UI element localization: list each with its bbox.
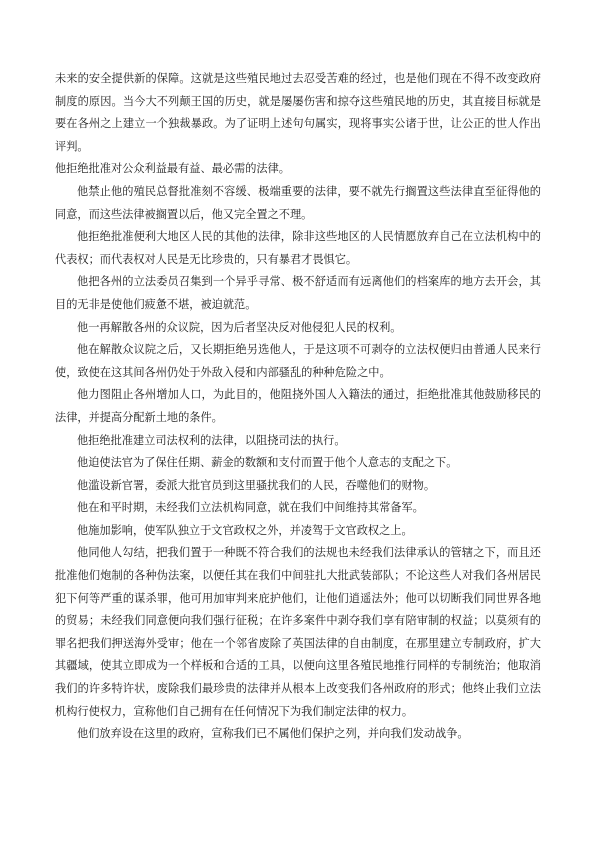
- paragraph: 他同他人勾结，把我们置于一种既不符合我们的法规也未经我们法律承认的管辖之下，而且还批准他们炮制的各种伪法案，以便任其在我们中间驻扎大批武装部队；不论这些人对我们各州居民犯下何等严重的谋杀罪，他可用加审判来庇护他们，让他们逍遥法外；他可以切断我们同世界各地的贸易；未经我们同意便向我们强行征税；在许多案件中剥夺我们享有陪审制的权益；以莫须有的罪名把我们押送海外受审；他在一个邻省废除了英国法律的自由制度，在那里建立专制政府，扩大其疆域，使其立即成为一个样板和合适的工具，以便向这里各殖民地推行同样的专制统治；他取消我们的许多特许状，废除我们最珍贵的法律并从根本上改变我们各州政府的形式；他终止我们立法机构行使权力，宣称他们自己拥有在任何情况下为我们制定法律的权力。: [55, 546, 541, 718]
- paragraph: 他在和平时期，未经我们立法机构同意，就在我们中间维持其常备军。: [77, 501, 424, 515]
- paragraph: 他一再解散各州的众议院，因为后者坚决反对他侵犯人民的权利。: [77, 320, 402, 334]
- paragraph: 他迫使法官为了保住任期、薪金的数额和支付而置于他个人意志的支配之下。: [77, 456, 458, 470]
- paragraph: 他把各州的立法委员召集到一个异乎寻常、极不舒适而有远离他们的档案库的地方去开会，其目的无非是使他们疲惫不堪，被迫就范。: [55, 275, 541, 311]
- paragraph: 他力图阻止各州增加人口，为此目的，他阻挠外国人入籍法的通过，拒绝批准其他鼓励移民的法律，并提高分配新土地的条件。: [55, 388, 541, 424]
- document-body: [55, 68, 541, 746]
- paragraph: 他在解散众议院之后，又长期拒绝另选他人，于是这项不可剥夺的立法权便归由普通人民来行使，致使在这其间各州仍处于外敌入侵和内部骚乱的种种危险之中。: [55, 343, 541, 379]
- paragraph: 他拒绝批准建立司法权利的法律，以阻挠司法的执行。: [77, 433, 346, 447]
- paragraph: 他禁止他的殖民总督批准刻不容缓、极端重要的法律，要不就先行搁置这些法律直至征得他的同意，而这些法律被搁置以后，他又完全置之不理。: [55, 184, 541, 221]
- paragraph: 他滥设新官署，委派大批官员到这里骚扰我们的人民，吞噬他们的财物。: [77, 478, 436, 492]
- paragraph: 他拒绝批准对公众利益最有益、最必需的法律。: [55, 162, 290, 176]
- paragraph: 未来的安全提供新的保障。这就是这些殖民地过去忍受苦难的经过，也是他们现在不得不改变政府制度的原因。当今大不列颠王国的历史，就是屡屡伤害和掠夺这些殖民地的历史，其直接目标就是要在各州之上建立一个独裁暴政。为了证明上述句句属实，现将事实公诸于世，让公正的世人作出评判。: [55, 72, 541, 153]
- paragraph: 他拒绝批准便利大地区人民的其他的法律，除非这些地区的人民情愿放弃自己在立法机构中的代表权；而代表权对人民是无比珍贵的，只有暴君才畏惧它。: [55, 230, 541, 266]
- paragraph: 他们放弃设在这里的政府，宣称我们已不属他们保护之列，并向我们发动战争。: [77, 727, 469, 741]
- paragraph: 他施加影响，使军队独立于文官政权之外，并凌驾于文官政权之上。: [77, 523, 413, 537]
